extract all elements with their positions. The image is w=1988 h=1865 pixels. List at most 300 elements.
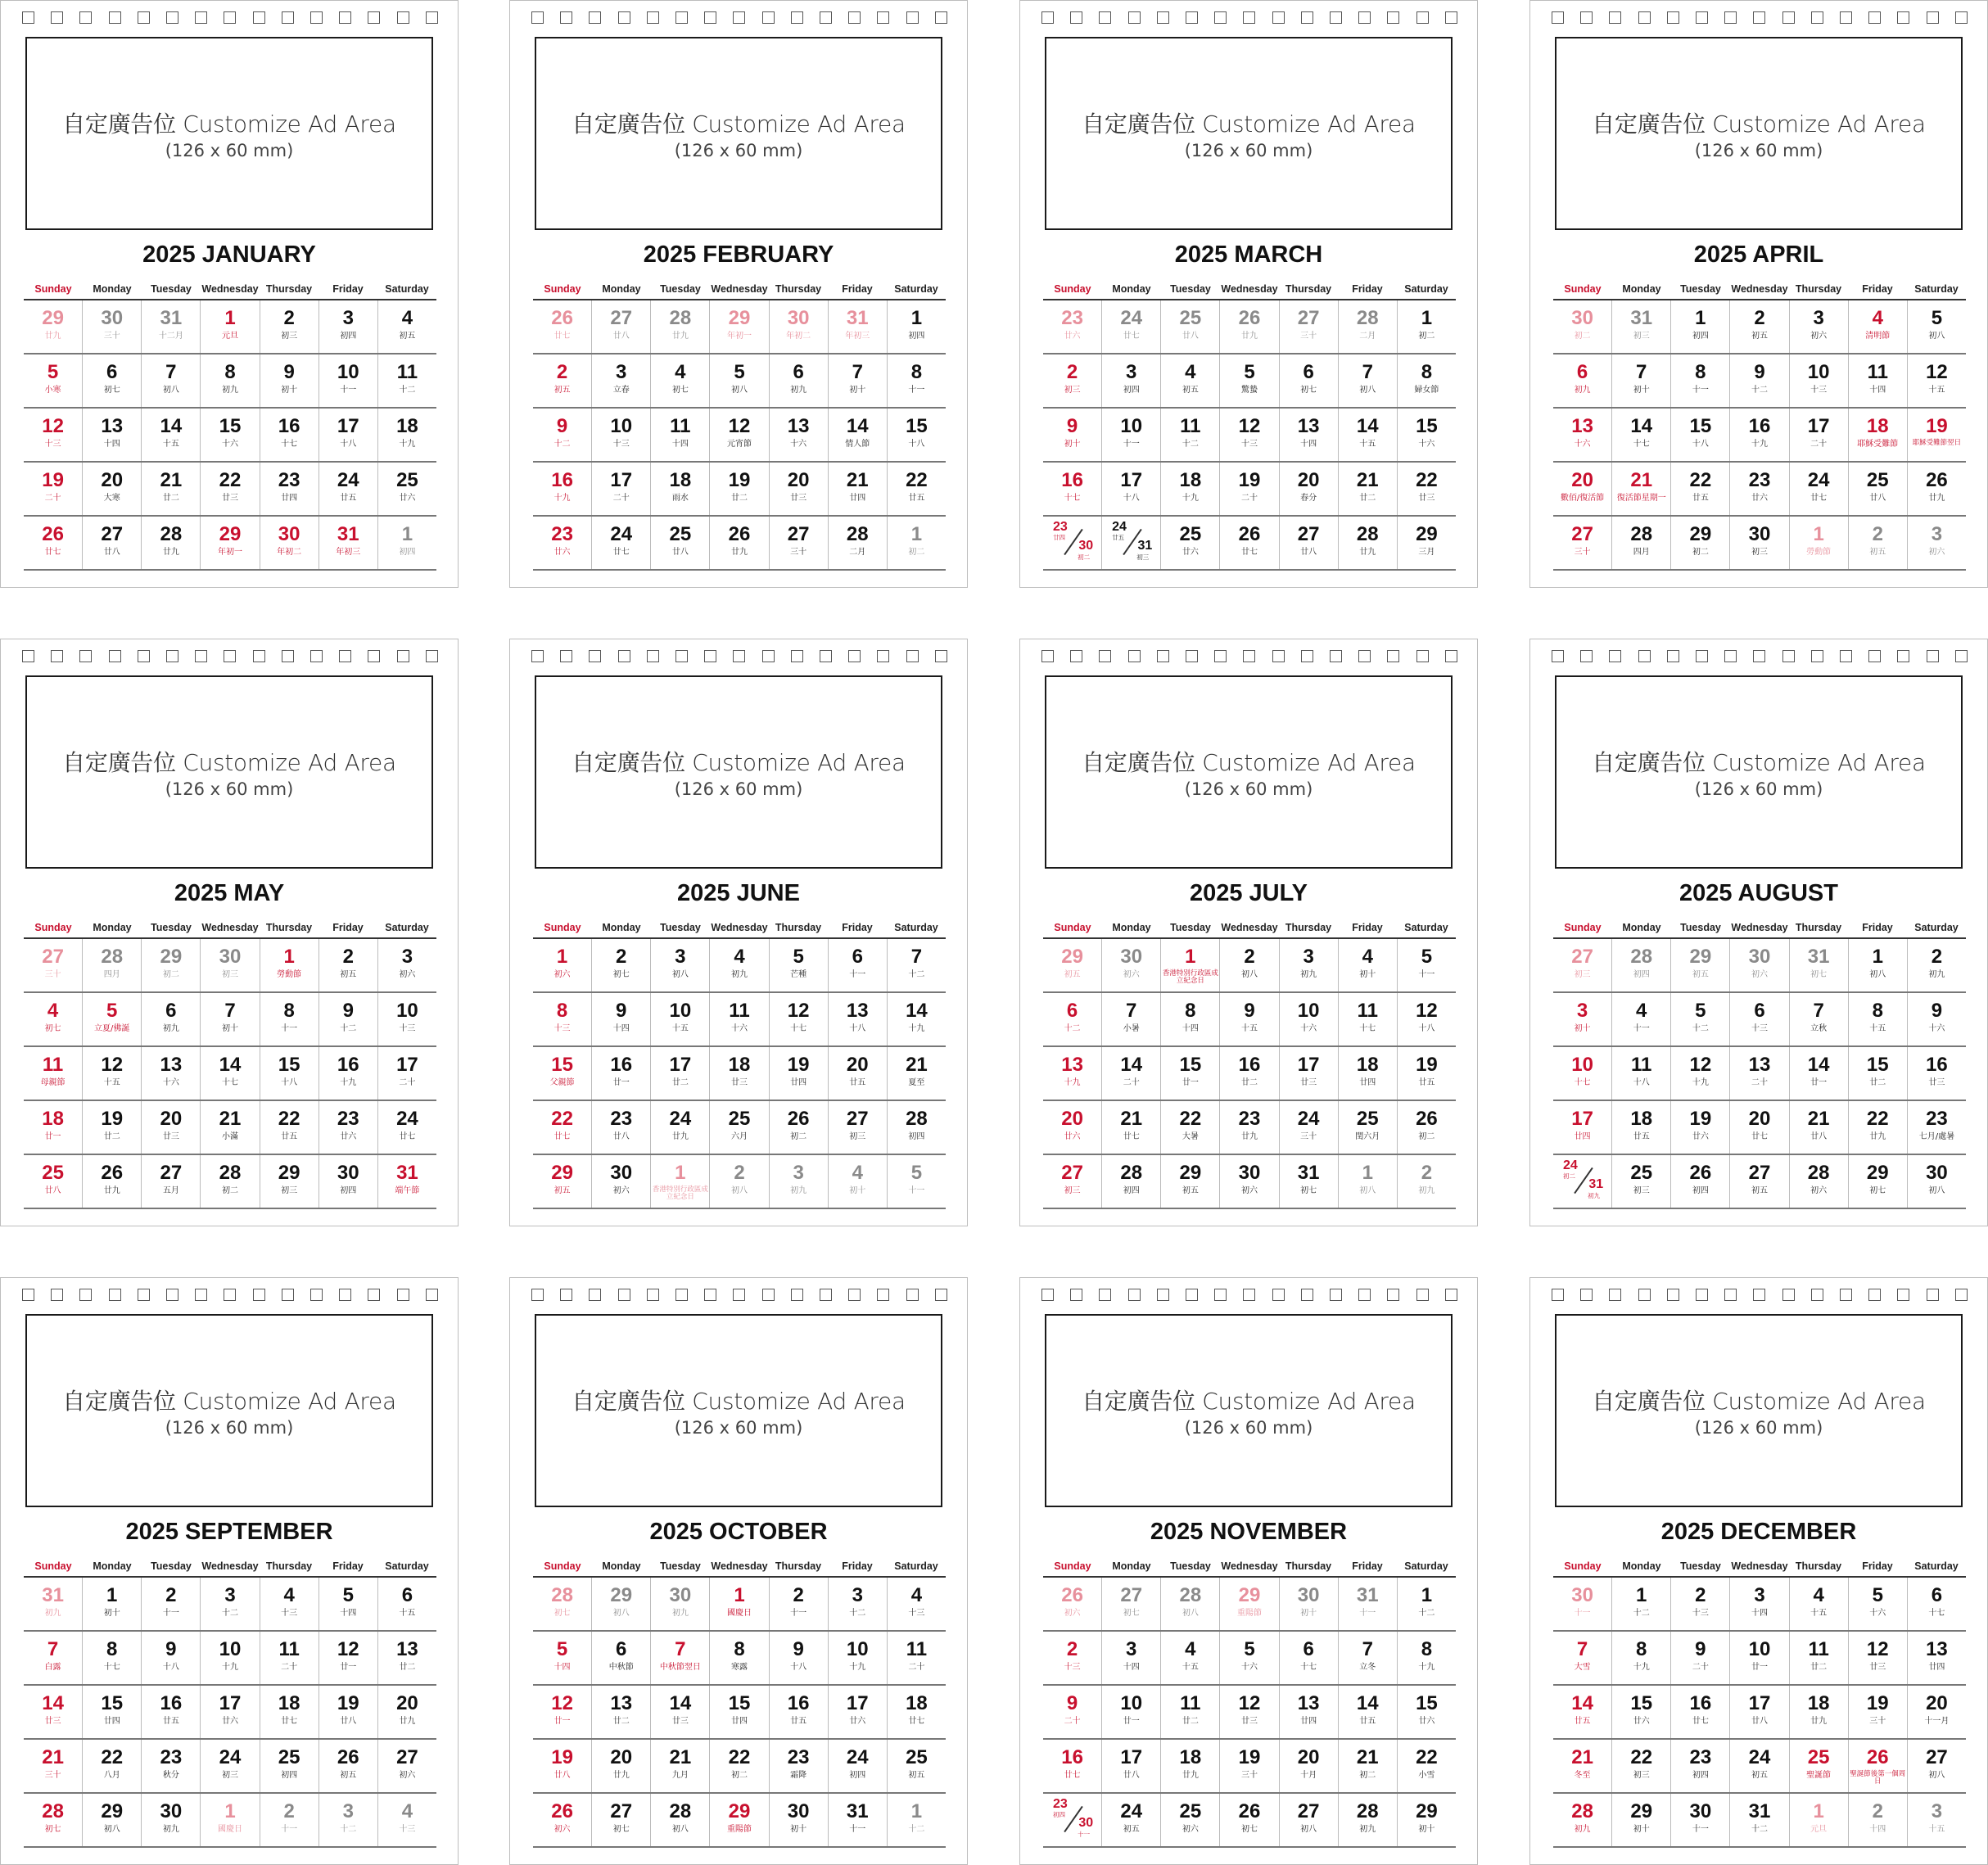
day-cell: [888, 517, 946, 569]
day-cell: [1908, 1155, 1966, 1208]
day-cell: [1220, 1101, 1279, 1154]
day-number: 25: [42, 1162, 64, 1184]
lunar-label: 廿四: [1928, 1663, 1945, 1672]
lunar-label: 廿四: [281, 494, 298, 503]
weekday-label: Saturday: [1404, 1560, 1448, 1572]
day-cell: [201, 1578, 260, 1630]
day-number: 2: [1872, 1800, 1883, 1822]
lunar-label: 十四: [1123, 1663, 1140, 1672]
weekday-label: Saturday: [894, 283, 938, 295]
day-cell: [1043, 939, 1102, 991]
day-cell: [710, 1740, 769, 1792]
weekday-label: Monday: [1112, 283, 1151, 295]
day-cell: [1671, 1578, 1730, 1630]
day-number: 27: [42, 946, 64, 968]
binding-hole: [195, 11, 207, 24]
lunar-label: 立夏/佛誕: [94, 1024, 130, 1033]
lunar-label: 初十: [1359, 970, 1376, 979]
binding-hole: [195, 650, 207, 662]
month-grid: [1043, 918, 1456, 1209]
day-number: 8: [283, 1000, 295, 1022]
lunar-label: 三十: [790, 548, 807, 557]
lunar-label: 十三: [1692, 1609, 1709, 1618]
binding-hole: [647, 650, 659, 662]
lunar-label: 十九: [1064, 1078, 1081, 1087]
week-row: [1553, 1740, 1966, 1794]
day-number: 4: [675, 361, 686, 383]
lunar-label: 立春: [612, 386, 630, 395]
day-cell: [1220, 1686, 1279, 1738]
day-cell: [142, 1101, 201, 1154]
day-cell: [24, 354, 83, 407]
day-cell: [1730, 463, 1789, 515]
day-cell: [1220, 993, 1279, 1045]
lunar-label: 初七: [1869, 1186, 1886, 1195]
lunar-label: 廿一: [1751, 1663, 1768, 1672]
day-cell: [1671, 1632, 1730, 1684]
day-cell: [1612, 354, 1671, 407]
day-cell: [1102, 354, 1161, 407]
lunar-label: 初七: [1123, 1609, 1140, 1618]
lunar-label: 十三: [399, 1024, 416, 1033]
day-cell: [201, 409, 260, 461]
day-number: 16: [1926, 1054, 1948, 1076]
day-number: 8: [106, 1638, 118, 1660]
day-cell: [1339, 993, 1398, 1045]
day-number: 3: [401, 946, 413, 968]
day-cell: [83, 1578, 142, 1630]
day-number: 11: [1180, 1692, 1201, 1714]
lunar-label: 初四: [340, 1186, 357, 1195]
day-number: 12: [728, 415, 751, 437]
lunar-label: 三月: [1418, 548, 1435, 557]
day-number: 31: [160, 307, 183, 329]
lunar-label: 十三: [1751, 1024, 1768, 1033]
week-row: [1043, 517, 1456, 571]
day-number: 18: [396, 415, 418, 437]
lunar-label: 廿四: [1053, 534, 1065, 541]
day-number: 18: [42, 1108, 64, 1130]
weekday-label: Monday: [1622, 283, 1661, 295]
week-row: [533, 1101, 946, 1155]
day-number: 18: [278, 1692, 300, 1714]
day-number: 13: [846, 1000, 869, 1022]
binding-hole: [1580, 650, 1593, 662]
day-cell: [651, 1155, 710, 1208]
day-cell: [1280, 993, 1339, 1045]
lunar-label: 十四: [340, 1609, 357, 1618]
lunar-label: 初四: [1053, 1811, 1065, 1818]
binding-hole: [310, 1289, 323, 1301]
day-number: 21: [42, 1746, 64, 1768]
day-number: 14: [906, 1000, 928, 1022]
week-row: [24, 517, 436, 571]
week-row: [1553, 1578, 1966, 1632]
lunar-label: 十二: [1692, 1024, 1709, 1033]
day-cell: [83, 1155, 142, 1208]
lunar-label: 廿二: [671, 1078, 689, 1087]
binding-hole: [1301, 650, 1313, 662]
day-number: 2: [1754, 307, 1765, 329]
day-cell: [1043, 409, 1102, 461]
day-cell: [1280, 300, 1339, 353]
day-cell: [1398, 463, 1456, 515]
weekday-label: Saturday: [1404, 283, 1448, 295]
day-number: 28: [1179, 1584, 1202, 1606]
binding-hole: [906, 11, 919, 24]
day-number: 25: [1807, 1746, 1830, 1768]
day-cell: [1102, 1578, 1161, 1630]
day-cell: [1671, 1047, 1730, 1100]
day-cell: [260, 993, 319, 1045]
day-number: 15: [1866, 1054, 1889, 1076]
day-number: 4: [734, 946, 745, 968]
binding-hole: [1927, 1289, 1939, 1301]
lunar-label: 初九: [671, 1609, 689, 1618]
day-cell: [710, 463, 769, 515]
day-cell: [24, 1632, 83, 1684]
binding-hole: [224, 11, 236, 24]
binding-hole: [22, 1289, 34, 1301]
day-number: 3: [852, 1584, 863, 1606]
day-cell: [1102, 300, 1161, 353]
day-cell: [1908, 463, 1966, 515]
lunar-label: 二十: [1064, 1717, 1081, 1726]
day-cell: [24, 993, 83, 1045]
day-number: 24: [1807, 469, 1830, 491]
day-number: 18: [1179, 1746, 1202, 1768]
binding-hole: [675, 11, 688, 24]
day-number: 1: [910, 523, 923, 545]
day-number: 14: [160, 415, 183, 437]
lunar-label: 三十: [1869, 1717, 1886, 1726]
day-cell: [1790, 354, 1849, 407]
day-number: 18: [1179, 469, 1202, 491]
day-cell: [1161, 354, 1220, 407]
ad-area-size: (126 x 60 mm): [1694, 1418, 1823, 1438]
lunar-label: 中秋節: [608, 1663, 634, 1672]
day-number: 13: [1926, 1638, 1948, 1660]
day-number: 1: [675, 1162, 686, 1184]
lunar-label: 十二: [1633, 1609, 1650, 1618]
binding-hole: [1580, 11, 1593, 24]
lunar-label: 十二月: [158, 332, 183, 341]
lunar-label: 十七: [1928, 1609, 1945, 1618]
lunar-label: 廿一: [612, 1078, 630, 1087]
day-number: 6: [1303, 361, 1314, 383]
day-number: 31: [846, 307, 869, 329]
day-number: 15: [551, 1054, 573, 1076]
day-cell: [1220, 1578, 1279, 1630]
weekday-label: Sunday: [34, 922, 72, 933]
day-number: 8: [734, 1638, 745, 1660]
lunar-label: 廿三: [1869, 1663, 1886, 1672]
binding-hole: [1330, 11, 1342, 24]
lunar-label: 初六: [612, 1186, 630, 1195]
day-cell: [1849, 1047, 1908, 1100]
day-cell: [592, 1686, 651, 1738]
day-number: 21: [1356, 469, 1379, 491]
lunar-label: 廿八: [671, 548, 689, 557]
day-number: 21: [160, 469, 183, 491]
day-number: 28: [551, 1584, 573, 1606]
day-number: 5: [1695, 1000, 1706, 1022]
day-number: 30: [101, 307, 124, 329]
lunar-label: 廿九: [1359, 548, 1376, 557]
lunar-label: 二月: [849, 548, 866, 557]
weekday-label: Wednesday: [1221, 283, 1278, 295]
binding-hole: [426, 650, 438, 662]
day-number: 30: [1078, 1816, 1094, 1830]
day-cell: [651, 1740, 710, 1792]
lunar-label: 十七: [103, 1663, 120, 1672]
weekday-label: Monday: [1622, 922, 1661, 933]
lunar-label: 三十: [1574, 548, 1591, 557]
day-number: 22: [219, 469, 242, 491]
lunar-label: 初二: [1563, 1172, 1575, 1180]
binding-hole: [531, 1289, 544, 1301]
binding-hole: [1214, 650, 1227, 662]
day-cell: [710, 300, 769, 353]
day-cell: [1612, 1047, 1671, 1100]
lunar-label: 十一: [1078, 1831, 1091, 1838]
day-cell: [651, 409, 710, 461]
day-number: 13: [1061, 1054, 1083, 1076]
day-number: 26: [551, 307, 573, 329]
binding-hole: [1416, 650, 1429, 662]
day-number: 27: [160, 1162, 183, 1184]
day-cell: [319, 1632, 378, 1684]
day-cell: [1730, 517, 1789, 569]
lunar-label: 初六: [553, 970, 571, 979]
day-cell: [533, 1101, 592, 1154]
ad-area-label: 自定廣告位 Customize Ad Area: [572, 749, 906, 776]
day-number: 20: [1297, 1746, 1320, 1768]
day-number: 7: [1362, 361, 1373, 383]
day-number: 1: [1695, 307, 1706, 329]
day-number: 14: [1630, 415, 1653, 437]
lunar-label: 初九: [162, 1024, 179, 1033]
lunar-label: 十一: [340, 386, 357, 395]
binding-hole: [1416, 11, 1429, 24]
lunar-label: 初九: [1574, 1825, 1591, 1834]
lunar-label: 廿九: [1928, 494, 1945, 503]
weekday-label: Thursday: [265, 922, 313, 933]
lunar-label: 初五: [1182, 386, 1199, 395]
lunar-label: 十九: [1692, 1078, 1709, 1087]
day-cell: [1849, 1632, 1908, 1684]
lunar-label: 初四: [849, 1771, 866, 1780]
day-number: 11: [1631, 1054, 1652, 1076]
week-row: [1553, 463, 1966, 517]
lunar-label: 初三: [1064, 386, 1081, 395]
day-number: 12: [1689, 1054, 1712, 1076]
day-number: 6: [106, 361, 118, 383]
lunar-label: 初八: [1928, 332, 1945, 341]
lunar-label: 廿二: [162, 494, 179, 503]
day-number: 10: [610, 415, 633, 437]
lunar-label: 十六: [162, 1078, 179, 1087]
week-row: [24, 409, 436, 463]
lunar-label: 二十: [1123, 1078, 1140, 1087]
day-number: 22: [101, 1746, 124, 1768]
lunar-label: 初九: [1359, 1825, 1376, 1834]
day-number: 28: [101, 946, 124, 968]
binding-hole: [531, 11, 544, 24]
weekday-label: Wednesday: [201, 283, 259, 295]
lunar-label: 初七: [553, 1609, 571, 1618]
ad-area: [535, 675, 942, 869]
lunar-label: 初六: [399, 1771, 416, 1780]
day-number: 17: [610, 469, 633, 491]
day-number: 9: [1066, 1692, 1078, 1714]
lunar-label: 十七: [1359, 1024, 1376, 1033]
binding-hole: [877, 650, 889, 662]
binding-hole: [618, 1289, 630, 1301]
day-cell: [1161, 300, 1220, 353]
day-cell: [1612, 939, 1671, 991]
ad-area-label: 自定廣告位 Customize Ad Area: [1082, 111, 1416, 138]
day-cell: [83, 1101, 142, 1154]
weekday-header: [1553, 1556, 1966, 1578]
binding-hole: [1099, 11, 1111, 24]
day-number: 18: [1866, 415, 1889, 437]
lunar-label: 十四: [1182, 1024, 1199, 1033]
binding-hole: [1387, 650, 1399, 662]
day-number: 1: [734, 1584, 745, 1606]
day-cell: [1102, 463, 1161, 515]
day-cell: [260, 1632, 319, 1684]
day-number: 28: [219, 1162, 242, 1184]
binding-hole: [1927, 650, 1939, 662]
day-number: 3: [1813, 307, 1824, 329]
day-number: 18: [669, 469, 692, 491]
day-cell: [592, 1794, 651, 1846]
day-cell: [770, 409, 829, 461]
day-number: 23: [1053, 1797, 1068, 1811]
day-cell: [710, 1686, 769, 1738]
day-cell: [1339, 300, 1398, 353]
lunar-label: 初四: [1633, 970, 1650, 979]
day-cell: [319, 1740, 378, 1792]
day-number: 7: [47, 1638, 59, 1660]
month-title: 2025 AUGUST: [1679, 880, 1838, 906]
lunar-label: 初四: [281, 1771, 298, 1780]
week-row: [1043, 354, 1456, 409]
lunar-label: 父親節: [549, 1078, 575, 1087]
day-number: 11: [396, 361, 418, 383]
day-number: 31: [1588, 1177, 1604, 1191]
day-number: 30: [1120, 946, 1143, 968]
day-cell: [1161, 1155, 1220, 1208]
day-number: 24: [396, 1108, 418, 1130]
day-cell: [319, 300, 378, 353]
binding-hole: [166, 650, 178, 662]
day-number: 28: [1630, 523, 1653, 545]
day-cell: [1102, 1794, 1161, 1846]
day-cell: [770, 1578, 829, 1630]
binding-hole: [109, 11, 121, 24]
binding-hole: [1128, 1289, 1141, 1301]
weekday-label: Sunday: [34, 1560, 72, 1572]
day-number: 9: [793, 1638, 804, 1660]
binding-hole: [1157, 1289, 1169, 1301]
day-number: 26: [1238, 1800, 1261, 1822]
binding-hole: [195, 1289, 207, 1301]
day-cell: [1043, 463, 1102, 515]
day-cell: [533, 1632, 592, 1684]
binding-hole: [1358, 11, 1371, 24]
day-cell: [1612, 463, 1671, 515]
lunar-label: 十九: [849, 1663, 866, 1672]
lunar-label: 十三: [44, 440, 61, 449]
day-number: 19: [1238, 469, 1261, 491]
day-cell: [1339, 1578, 1398, 1630]
week-row: [1553, 993, 1966, 1047]
day-number: 2: [283, 1800, 295, 1822]
binding-holes: [1041, 1289, 1457, 1302]
day-cell: [1339, 1101, 1398, 1154]
day-number: 13: [1297, 1692, 1320, 1714]
lunar-label: 初十: [849, 386, 866, 395]
day-number: 10: [219, 1638, 242, 1660]
lunar-label: 廿六: [849, 1717, 866, 1726]
lunar-label: 八月: [103, 1771, 120, 1780]
day-number: 30: [1238, 1162, 1261, 1184]
weekday-label: Friday: [1862, 283, 1893, 295]
binding-hole: [848, 11, 861, 24]
day-number: 1: [1813, 1800, 1824, 1822]
day-number: 3: [224, 1584, 236, 1606]
month-title: 2025 FEBRUARY: [643, 242, 834, 268]
day-number: 13: [160, 1054, 183, 1076]
day-cell: [1553, 517, 1612, 569]
weekday-label: Monday: [1622, 1560, 1661, 1572]
month-grid: [533, 279, 946, 571]
month-page: [0, 1277, 459, 1865]
binding-hole: [1609, 650, 1621, 662]
day-cell: [1849, 993, 1908, 1045]
lunar-label: 年初二: [786, 332, 811, 341]
binding-hole: [282, 1289, 294, 1301]
lunar-label: 十一: [1418, 970, 1435, 979]
weekday-label: Friday: [842, 1560, 873, 1572]
day-number: 12: [42, 415, 64, 437]
week-row: [1553, 517, 1966, 571]
lunar-label: 初五: [1182, 1186, 1199, 1195]
day-cell: [1612, 993, 1671, 1045]
day-cell: [1280, 939, 1339, 991]
day-number: 22: [906, 469, 928, 491]
binding-hole: [368, 11, 380, 24]
day-cell: [1612, 1686, 1671, 1738]
day-number: 30: [1078, 539, 1094, 553]
lunar-label: 二十: [1751, 1078, 1768, 1087]
day-cell: [260, 409, 319, 461]
day-number: 23: [278, 469, 300, 491]
lunar-label: 耶穌受難節: [1857, 440, 1899, 449]
lunar-label: 初八: [1869, 970, 1886, 979]
day-number: 8: [1695, 361, 1706, 383]
day-cell: [1398, 1686, 1456, 1738]
day-number: 30: [1297, 1584, 1320, 1606]
lunar-label: 初五: [553, 1186, 571, 1195]
lunar-label: 初八: [103, 1825, 120, 1834]
binding-hole: [589, 1289, 601, 1301]
day-number: 30: [787, 307, 810, 329]
day-cell: [1102, 1632, 1161, 1684]
lunar-label: 初四: [1692, 332, 1709, 341]
